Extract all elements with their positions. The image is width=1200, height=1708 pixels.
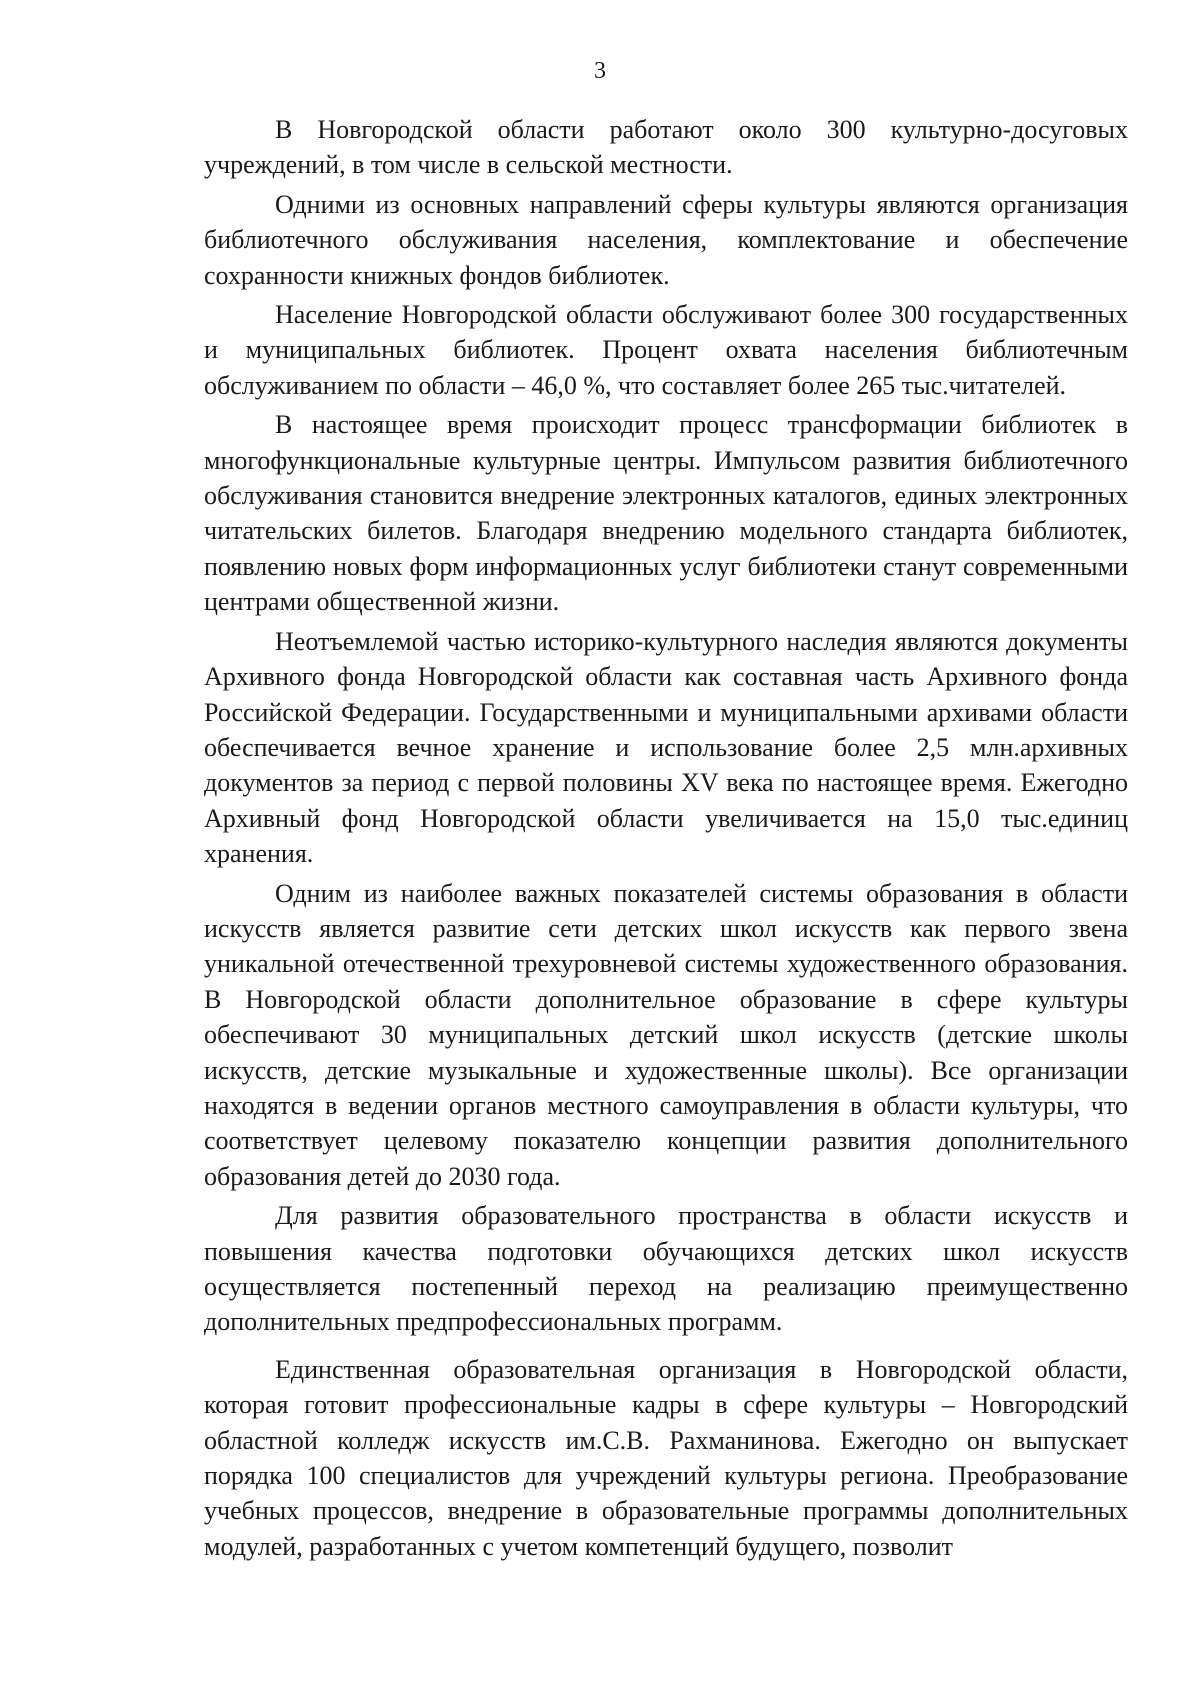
paragraph-art-schools: Одним из наиболее важных показателей системы образования в области искусств является развитие сети детских школ искусств как первого звена уникальной отечественной трехуровневой системы художественного образования. В Новгородской области дополнительное образование в сфере культуры обеспечивают 30 муниципальных детский школ искусств (детские школы искусств, детские музыкальные и художественные школы). Все организации находятся в ведении органов местного самоуправления в области культуры, что соответствует целевому показателю концепции развития дополнительного образования детей до 2030 года. xyxy=(204,878,1128,1191)
paragraph-archive-fund: Неотъемлемой частью историко-культурного наследия являются документы Архивного фонда Новгородской области как составная часть Архивного фонда Российской Федерации. Государственными и муниципальными архивами области обеспечивается вечное хранение и использование более 2,5 млн.архивных документов за период с первой половины XV века по настоящее время. Ежегодно Архивный фонд Новгородской области увеличивается на 15,0 тыс.единиц хранения. xyxy=(204,626,1128,869)
page-number: 3 xyxy=(594,58,606,84)
paragraph-library-directions: Одними из основных направлений сферы культуры являются организация библиотечного обслуживания населения, комплектование и обеспечение сохранности книжных фондов библиотек. xyxy=(204,189,1128,290)
paragraph-library-transformation: В настоящее время происходит процесс трансформации библиотек в многофункциональные культурные центры. Импульсом развития библиотечного обслуживания становится внедрение электронных каталогов, единых электронных читательских билетов. Благодаря внедрению модельного стандарта библиотек, появлению новых форм информационных услуг библиотеки станут современными центрами общественной жизни. xyxy=(204,410,1128,617)
paragraph-educational-space: Для развития образовательного пространства в области искусств и повышения качества подготовки обучающихся детских школ искусств осуществляется постепенный переход на реализацию преимущественно дополнительных предпрофессиональных программ. xyxy=(204,1201,1128,1337)
paragraph-cultural-institutions: В Новгородской области работают около 300 культурно-досуговых учреждений, в том числе в сельской местности. xyxy=(204,115,1128,180)
paragraph-college-of-arts: Единственная образовательная организация в Новгородской области, которая готовит профессиональные кадры в сфере культуры – Новгородский областной колледж искусств им.С.В. Рахманинова. Ежегодно он выпускает порядка 100 специалистов для учреждений культуры региона. Преобразование учебных процессов, внедрение в образовательные программы дополнительных модулей, разработанных с учетом компетенций будущего, позволит xyxy=(204,1354,1128,1561)
document-body xyxy=(204,112,1128,1568)
paragraph-library-coverage: Население Новгородской области обслуживают более 300 государственных и муниципальных библиотек. Процент охвата населения библиотечным обслуживанием по области – 46,0 %, что составляет более 265 тыс.читателей. xyxy=(204,300,1128,400)
